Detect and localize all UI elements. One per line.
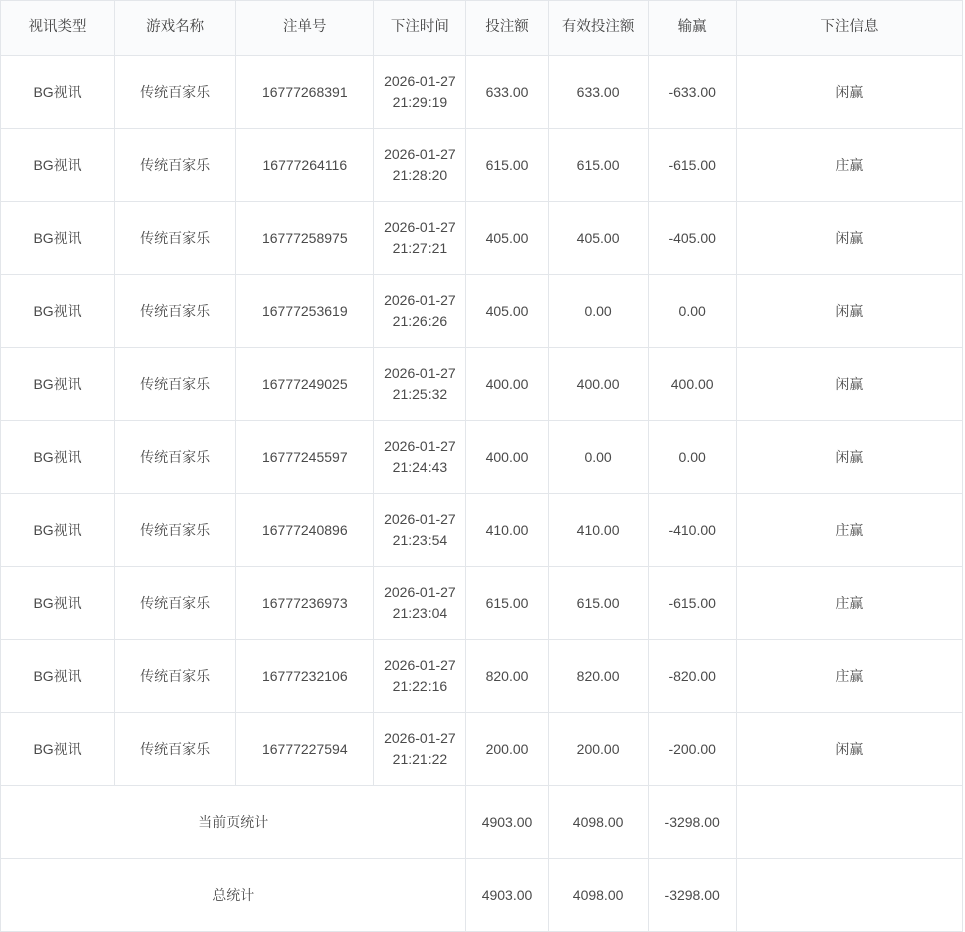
cell-video-type: BG视讯 — [1, 348, 115, 421]
cell-bet-amount: 615.00 — [466, 567, 548, 640]
bet-date: 2026-01-27 — [384, 73, 456, 89]
current-page-summary-row — [1, 786, 963, 859]
cell-bet-info: 庄赢 — [736, 567, 962, 640]
cell-win-loss: -820.00 — [648, 640, 736, 713]
cell-video-type: BG视讯 — [1, 640, 115, 713]
cell-bet-time — [374, 494, 466, 567]
cell-game-name: 传统百家乐 — [115, 494, 236, 567]
cell-bet-time — [374, 202, 466, 275]
cell-game-name: 传统百家乐 — [115, 275, 236, 348]
bet-date: 2026-01-27 — [384, 730, 456, 746]
cell-valid-bet-amount: 615.00 — [548, 567, 648, 640]
bet-date: 2026-01-27 — [384, 584, 456, 600]
cell-bet-time — [374, 348, 466, 421]
cell-bet-amount: 405.00 — [466, 275, 548, 348]
cell-win-loss: -410.00 — [648, 494, 736, 567]
cell-game-name: 传统百家乐 — [115, 713, 236, 786]
cell-bet-info: 庄赢 — [736, 129, 962, 202]
total-summary-row — [1, 859, 963, 932]
cell-valid-bet-amount: 400.00 — [548, 348, 648, 421]
cell-win-loss: -615.00 — [648, 567, 736, 640]
bet-time: 21:24:43 — [392, 459, 448, 475]
cell-bet-info: 庄赢 — [736, 640, 962, 713]
cell-win-loss: -615.00 — [648, 129, 736, 202]
table-row — [1, 202, 963, 275]
cell-bet-time — [374, 275, 466, 348]
cell-bet-info: 闲赢 — [736, 348, 962, 421]
bet-time: 21:25:32 — [392, 386, 448, 402]
cell-game-name: 传统百家乐 — [115, 348, 236, 421]
column-header-game-name: 游戏名称 — [115, 1, 236, 56]
column-header-bet-amount: 投注额 — [466, 1, 548, 56]
bet-time: 21:26:26 — [392, 313, 448, 329]
cell-bet-info: 闲赢 — [736, 275, 962, 348]
cell-game-name: 传统百家乐 — [115, 640, 236, 713]
bet-date: 2026-01-27 — [384, 657, 456, 673]
cell-video-type: BG视讯 — [1, 56, 115, 129]
cell-valid-bet-amount: 200.00 — [548, 713, 648, 786]
cell-win-loss: 400.00 — [648, 348, 736, 421]
table-row — [1, 713, 963, 786]
table-row — [1, 129, 963, 202]
current-page-summary-bet-info — [736, 786, 962, 859]
table-row — [1, 348, 963, 421]
bet-date: 2026-01-27 — [384, 511, 456, 527]
table-row — [1, 494, 963, 567]
cell-bet-amount: 820.00 — [466, 640, 548, 713]
bet-date: 2026-01-27 — [384, 292, 456, 308]
bet-time: 21:22:16 — [392, 678, 448, 694]
bet-time: 21:29:19 — [392, 94, 448, 110]
cell-bet-amount: 410.00 — [466, 494, 548, 567]
total-summary-win-loss: -3298.00 — [648, 859, 736, 932]
bet-date: 2026-01-27 — [384, 365, 456, 381]
table-row — [1, 275, 963, 348]
table-row — [1, 640, 963, 713]
cell-game-name: 传统百家乐 — [115, 421, 236, 494]
bet-time: 21:27:21 — [392, 240, 448, 256]
cell-bet-time — [374, 713, 466, 786]
cell-bet-amount: 200.00 — [466, 713, 548, 786]
cell-video-type: BG视讯 — [1, 494, 115, 567]
cell-valid-bet-amount: 0.00 — [548, 421, 648, 494]
column-header-video-type: 视讯类型 — [1, 1, 115, 56]
cell-order-no: 16777227594 — [236, 713, 374, 786]
column-header-order-no: 注单号 — [236, 1, 374, 56]
table-header — [1, 1, 963, 56]
cell-game-name: 传统百家乐 — [115, 56, 236, 129]
bet-time: 21:21:22 — [392, 751, 448, 767]
cell-bet-info: 庄赢 — [736, 494, 962, 567]
cell-bet-amount: 633.00 — [466, 56, 548, 129]
table-row — [1, 56, 963, 129]
total-summary-bet-info — [736, 859, 962, 932]
cell-order-no: 16777240896 — [236, 494, 374, 567]
cell-valid-bet-amount: 410.00 — [548, 494, 648, 567]
cell-bet-info: 闲赢 — [736, 713, 962, 786]
cell-game-name: 传统百家乐 — [115, 202, 236, 275]
current-page-summary-bet: 4903.00 — [466, 786, 548, 859]
cell-order-no: 16777232106 — [236, 640, 374, 713]
current-page-summary-label: 当前页统计 — [1, 786, 466, 859]
bet-time: 21:28:20 — [392, 167, 448, 183]
bet-date: 2026-01-27 — [384, 438, 456, 454]
cell-bet-info: 闲赢 — [736, 421, 962, 494]
cell-game-name: 传统百家乐 — [115, 129, 236, 202]
cell-order-no: 16777264116 — [236, 129, 374, 202]
cell-bet-time — [374, 640, 466, 713]
cell-bet-amount: 615.00 — [466, 129, 548, 202]
cell-video-type: BG视讯 — [1, 202, 115, 275]
bet-time: 21:23:04 — [392, 605, 448, 621]
cell-order-no: 16777253619 — [236, 275, 374, 348]
cell-valid-bet-amount: 405.00 — [548, 202, 648, 275]
cell-bet-time — [374, 56, 466, 129]
current-page-summary-win-loss: -3298.00 — [648, 786, 736, 859]
cell-order-no: 16777245597 — [236, 421, 374, 494]
cell-video-type: BG视讯 — [1, 713, 115, 786]
cell-order-no: 16777268391 — [236, 56, 374, 129]
total-summary-valid-bet: 4098.00 — [548, 859, 648, 932]
cell-win-loss: 0.00 — [648, 421, 736, 494]
cell-order-no: 16777236973 — [236, 567, 374, 640]
cell-video-type: BG视讯 — [1, 567, 115, 640]
cell-win-loss: -405.00 — [648, 202, 736, 275]
cell-bet-amount: 400.00 — [466, 421, 548, 494]
cell-game-name: 传统百家乐 — [115, 567, 236, 640]
bet-time: 21:23:54 — [392, 532, 448, 548]
cell-bet-time — [374, 567, 466, 640]
cell-bet-info: 闲赢 — [736, 56, 962, 129]
header-row — [1, 1, 963, 56]
cell-bet-time — [374, 129, 466, 202]
table-body — [1, 56, 963, 932]
cell-valid-bet-amount: 633.00 — [548, 56, 648, 129]
column-header-bet-info: 下注信息 — [736, 1, 962, 56]
column-header-bet-time: 下注时间 — [374, 1, 466, 56]
total-summary-label: 总统计 — [1, 859, 466, 932]
cell-bet-info: 闲赢 — [736, 202, 962, 275]
cell-order-no: 16777258975 — [236, 202, 374, 275]
cell-video-type: BG视讯 — [1, 275, 115, 348]
table-row — [1, 567, 963, 640]
cell-order-no: 16777249025 — [236, 348, 374, 421]
bet-date: 2026-01-27 — [384, 219, 456, 235]
cell-video-type: BG视讯 — [1, 129, 115, 202]
cell-video-type: BG视讯 — [1, 421, 115, 494]
cell-win-loss: 0.00 — [648, 275, 736, 348]
bet-date: 2026-01-27 — [384, 146, 456, 162]
cell-bet-time — [374, 421, 466, 494]
current-page-summary-valid-bet: 4098.00 — [548, 786, 648, 859]
cell-valid-bet-amount: 615.00 — [548, 129, 648, 202]
cell-bet-amount: 405.00 — [466, 202, 548, 275]
cell-valid-bet-amount: 820.00 — [548, 640, 648, 713]
table-row — [1, 421, 963, 494]
column-header-win-loss: 输赢 — [648, 1, 736, 56]
cell-win-loss: -633.00 — [648, 56, 736, 129]
cell-valid-bet-amount: 0.00 — [548, 275, 648, 348]
cell-bet-amount: 400.00 — [466, 348, 548, 421]
column-header-valid-bet-amount: 有效投注额 — [548, 1, 648, 56]
cell-win-loss: -200.00 — [648, 713, 736, 786]
total-summary-bet: 4903.00 — [466, 859, 548, 932]
